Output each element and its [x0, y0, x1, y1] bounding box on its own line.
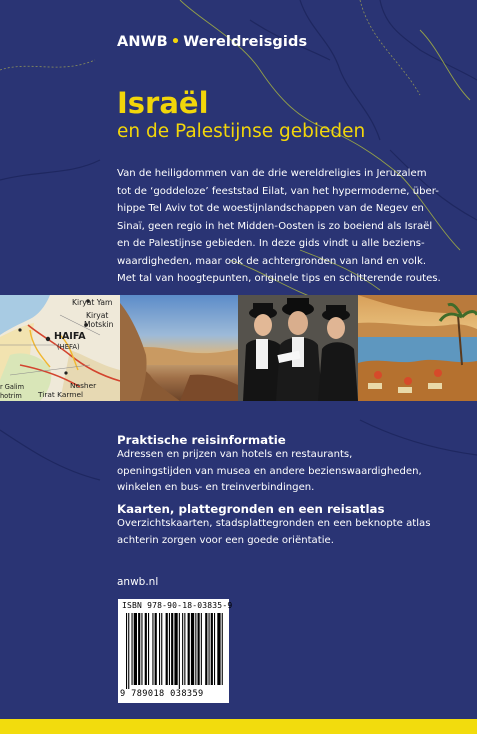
beach-photo-drawing	[358, 295, 477, 401]
barcode-bar	[222, 613, 223, 685]
publisher-brand	[117, 34, 307, 50]
website-url: anwb.nl	[117, 576, 159, 588]
book-title: Israël	[117, 86, 209, 120]
brand-series: Wereldreisgids	[183, 34, 308, 50]
book-subtitle: en de Palestijnse gebieden	[117, 121, 366, 142]
barcode-bar	[148, 613, 149, 685]
intro-line: tot de ‘goddeloze’ feeststad Eilat, van het hypermoderne, über-	[117, 185, 439, 197]
orthodox-men-photo	[238, 295, 358, 401]
barcode-bar	[169, 613, 170, 685]
barcode-bar	[141, 613, 142, 685]
desert-photo-drawing	[120, 295, 238, 401]
photo-strip	[0, 295, 477, 401]
section-line: Overzichtskaarten, stadsplattegronden en een beknopte atlas	[117, 518, 431, 529]
barcode-bar	[152, 613, 153, 685]
barcode-bar	[195, 613, 196, 685]
isbn-barcode	[118, 599, 233, 703]
barcode-bar	[161, 613, 162, 685]
section-line: openingstijden van musea en andere bezienswaardigheden,	[117, 465, 422, 477]
barcode-bar	[201, 613, 202, 685]
barcode-bar	[138, 613, 140, 685]
ean-digits: 9 789018 038359	[120, 689, 204, 699]
barcode-bar	[209, 613, 210, 685]
map-label-kiryat-yam: Kiryat Yam	[72, 298, 113, 307]
yellow-footer-stripe	[0, 719, 477, 734]
section-line: Adressen en prijzen van hotels en restaurants,	[117, 449, 353, 460]
map-label-nesher: Nesher	[70, 381, 97, 390]
section-text-maps	[117, 516, 462, 549]
barcode-bar	[191, 613, 194, 685]
barcode-bar	[205, 613, 207, 685]
map-label-motskin: Motskin	[84, 320, 114, 329]
section-text-practical	[117, 447, 462, 497]
barcode-bar	[171, 613, 173, 685]
barcode-bar	[166, 613, 168, 685]
barcode-bar	[182, 613, 183, 685]
intro-line: Van de heiligdommen van de drie wereldreligies in Jeruzalem	[117, 168, 427, 179]
haifa-map-image	[0, 295, 120, 401]
intro-line: waardigheden, maar ook de achtergronden van land en volk.	[117, 255, 427, 267]
isbn-label: ISBN 978-90-18-03835-9	[122, 601, 233, 610]
barcode-bar	[132, 613, 133, 685]
map-label-or-galim: r Galim	[0, 383, 25, 391]
barcode-bar	[128, 613, 129, 689]
barcode-bar	[198, 613, 200, 685]
map-label-hefa: (HEFA)	[57, 343, 80, 351]
map-label-kiryat: Kiryat	[86, 311, 109, 320]
barcode-bar	[188, 613, 190, 685]
map-label-hotrim: hotrim	[0, 392, 22, 400]
intro-line: hippe Tel Aviv tot de woestijnlandschappen van de Negev en	[117, 203, 424, 214]
section-heading-maps: Kaarten, plattegronden en een reisatlas	[117, 502, 385, 516]
barcode-bar	[126, 613, 127, 689]
barcode-bars	[126, 613, 223, 689]
barcode-bar	[217, 613, 220, 685]
map-label-tirat-karmel: Tirat Karmel	[38, 390, 84, 399]
barcode-bar	[184, 613, 185, 685]
barcode-bar	[155, 613, 157, 685]
barcode-bar	[145, 613, 147, 685]
section-line: winkelen en bus- en treinverbindingen.	[117, 482, 315, 493]
intro-line: Sinaï, geen regio in het Midden-Oosten is zo boeiend als Israël	[117, 220, 433, 232]
brand-bullet: •	[170, 34, 181, 50]
people-photo-drawing	[238, 295, 358, 401]
map-label-haifa: HAIFA	[54, 331, 86, 342]
brand-anwb: ANWB	[117, 34, 168, 50]
barcode-bar	[211, 613, 213, 685]
desert-photo	[120, 295, 238, 401]
intro-paragraph	[117, 165, 462, 288]
intro-line: Met tal van hoogtepunten, originele tips en schitterende routes.	[117, 273, 441, 284]
section-line: achterin zorgen voor een goede oriëntatie.	[117, 534, 334, 546]
intro-line: en de Palestijnse gebieden. In deze gids vindt u alle beziens-	[117, 238, 425, 249]
section-heading-practical: Praktische reisinformatie	[117, 433, 286, 447]
barcode-bar	[159, 613, 160, 685]
barcode-bar	[179, 613, 180, 689]
red-sea-resort-photo	[358, 295, 477, 401]
barcode-bar	[174, 613, 177, 685]
barcode-bar	[134, 613, 137, 685]
barcode-bar	[214, 613, 215, 685]
